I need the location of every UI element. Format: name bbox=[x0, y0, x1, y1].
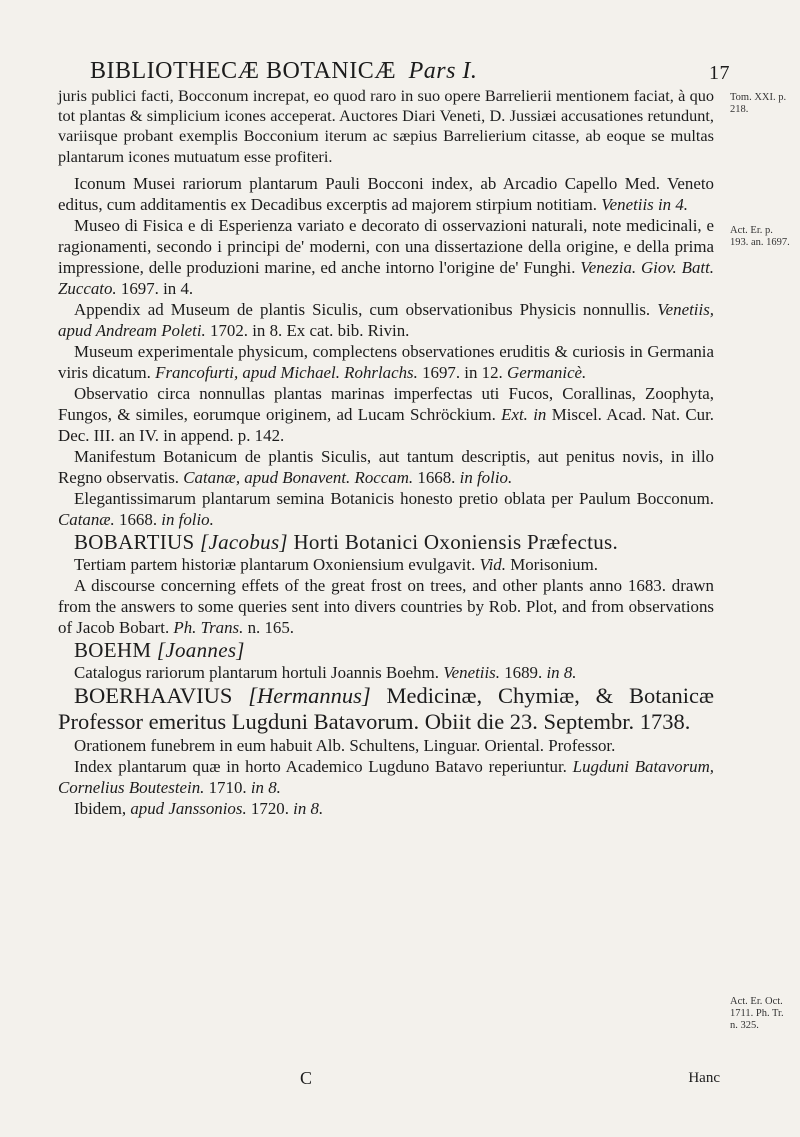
heading-boerhaavius: BOERHAAVIUS [Hermannus] Medicinæ, Chymiæ, & Botanicæ Professor emeritus Lugduni Batavorum. Obiit die 23. Septembr. 1738. bbox=[58, 682, 715, 734]
entry-boehm-catalogus: Catalogus rariorum plantarum hortuli Joannis Boehm. Venetiis. 1689. in 8. bbox=[74, 662, 577, 682]
paragraph-jussieu: juris publici facti, Bocconum increpat, eo quod raro in suo opere Barrelierii mentionem faciat, à quo tot plantas & simplicium icones acceperat. Auctores Diari Veneti, D. Jussiæi accusationes retundunt, variisque probant exemplis Bocconium iterum ac sæpius Barrelierium citasse, ab eoque se multas plantarum icones mutuatum esse profiteri. bbox=[58, 86, 714, 166]
main-text bbox=[58, 86, 714, 819]
margin-note-2: Act. Er. p. 193. an. 1697. bbox=[730, 225, 790, 248]
part-label: Pars I. bbox=[408, 58, 478, 84]
entry-boerhaave-oratio: Orationem funebrem in eum habuit Alb. Schultens, Linguar. Oriental. Professor. bbox=[74, 735, 616, 755]
page-number: 17 bbox=[709, 62, 730, 84]
entry-boerhaave-ibidem: Ibidem, apud Janssonios. 1720. in 8. bbox=[74, 798, 324, 818]
heading-bobartius: BOBARTIUS [Jacobus] Horti Botanici Oxoniensis Præfectus. bbox=[74, 529, 619, 554]
entry-bobart-discourse: A discourse concerning effets of the great frost on trees, and other plants anno 1683. drawn from the answers to some queries sent into divers countries by Rob. Plot, and from observations of Jacob Bobart. Ph. Trans. n. 165. bbox=[58, 575, 714, 637]
margin-note-1: Tom. XXI. p. 218. bbox=[730, 92, 787, 115]
margin-note-3: Act. Er. Oct. 1711. Ph. Tr. n. 325. bbox=[730, 996, 784, 1031]
running-title: BIBLIOTHECÆ BOTANICÆ bbox=[90, 58, 397, 84]
entry-elegantissimarum: Elegantissimarum plantarum semina Botanicis honesto pretio oblata per Paulum Bocconum. Catanæ. 1668. in folio. bbox=[58, 488, 714, 529]
running-head bbox=[90, 58, 730, 85]
entry-museo-fisica: Museo di Fisica e di Esperienza variato e decorato di osservazioni naturali, note medicinali, e ragionamenti, secondo i principi de' moderni, con una dissertazione della origine, e della prima impressione, delle produzioni marine, ed anche intorno l'origine de' Funghi. Venezia. Giov. Batt. Zuccato. 1697. in 4. bbox=[58, 215, 714, 298]
entry-observatio: Observatio circa nonnullas plantas marinas imperfectas uti Fucos, Corallinas, Zoophyta, Fungos, & similes, eorumque originem, ad Lucam Schröckium. Ext. in Miscel. Acad. Nat. Cur. Dec. III. an IV. in append. p. 142. bbox=[58, 383, 714, 445]
entry-appendix: Appendix ad Museum de plantis Siculis, cum observationibus Physicis nonnullis. Venetiis, apud Andream Poleti. 1702. in 8. Ex cat. bib. Rivin. bbox=[58, 299, 714, 340]
entry-boerhaave-index: Index plantarum quæ in horto Academico Lugduno Batavo reperiuntur. Lugduni Batavorum, Cornelius Boutestein. 1710. in 8. bbox=[58, 756, 715, 797]
entry-manifestum: Manifestum Botanicum de plantis Siculis, aut tantum descriptis, aut penitus novis, in illo Regno observatis. Catanæ, apud Bonavent. Roccam. 1668. in folio. bbox=[58, 446, 714, 487]
signature-mark: C bbox=[300, 1068, 313, 1088]
heading-boehm: BOEHM [Joannes] bbox=[74, 637, 245, 662]
entry-bobart-historia: Tertiam partem historiæ plantarum Oxoniensium evulgavit. Vid. Morisonium. bbox=[74, 554, 598, 574]
entry-museum-experimentale: Museum experimentale physicum, complectens observationes eruditis & curiosis in Germania viris dicatum. Francofurti, apud Michael. Rohrlachs. 1697. in 12. Germanicè. bbox=[58, 341, 714, 382]
entry-iconum: Iconum Musei rariorum plantarum Pauli Bocconi index, ab Arcadio Capello Med. Veneto editus, cum additamentis ex Decadibus excerptis ad majorem stirpium notitiam. Venetiis in 4. bbox=[58, 173, 714, 214]
catchword: Hanc bbox=[688, 1070, 720, 1086]
